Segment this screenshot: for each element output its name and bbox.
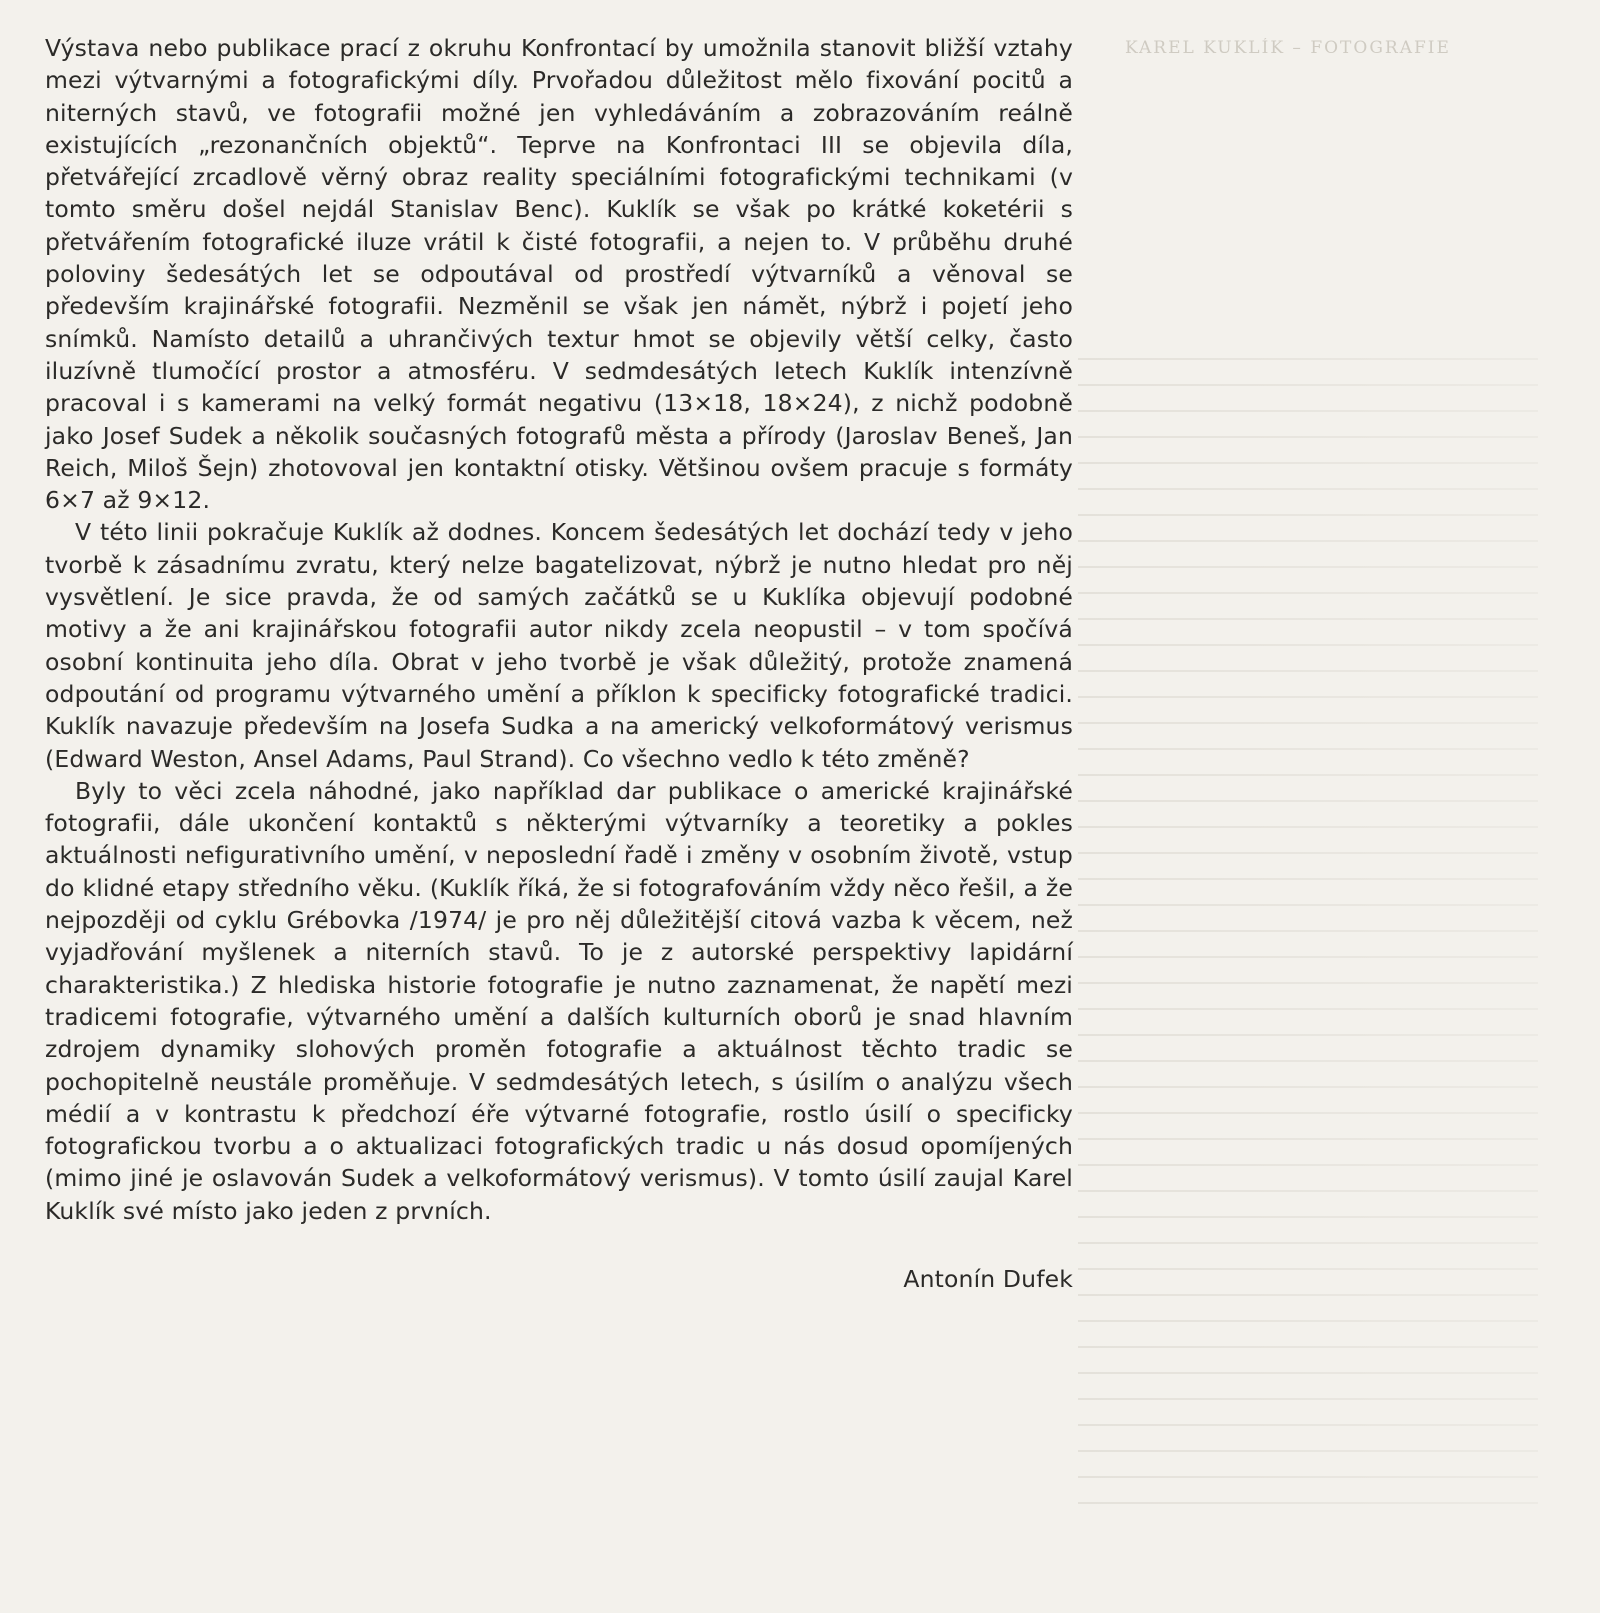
author-signature: Antonín Dufek (903, 1264, 1073, 1293)
paragraph-2: V této linii pokračuje Kuklík až dodnes. Koncem šedesátých let dochází tedy v jeho tvorbě k zásadnímu zvratu, který nelze bagatelizovat, nýbrž je nutno hledat pro něj vysvětlení. Je sice pravda, že od samých začátků se u Kuklíka objevují podobné motivy a že ani krajinářskou fotografii autor nikdy zcela neopustil – v tom spočívá osobní kontinuita jeho díla. Obrat v jeho tvorbě je však důležitý, protože znamená odpoutání od programu výtvarného umění a příklon k specificky fotografické tradici. Kuklík navazuje především na Josefa Sudka a na americký velkoformátový verismus (Edward Weston, Ansel Adams, Paul Strand). Co všechno vedlo k této změně? (45, 518, 1073, 773)
show-through-text (1078, 358, 1538, 1528)
article-body (45, 32, 1073, 1295)
show-through-header: KAREL KUKLÍK – FOTOGRAFIE (1125, 38, 1451, 58)
paragraph-3: Byly to věci zcela náhodné, jako například dar publikace o americké krajinářské fotografii, dále ukončení kontaktů s některými výtvarníky a teoretiky a pokles aktuálnosti nefigurativního umění, v neposlední řadě i změny v osobním životě, vstup do klidné etapy středního věku. (Kuklík říká, že si fotografováním vždy něco řešil, a že nejpozději od cyklu Grébovka /1974/ je pro něj důležitější citová vazba k věcem, než vyjadřování myšlenek a niterních stavů. To je z autorské perspektivy lapidární charakteristika.) Z hlediska historie fotografie je nutno zaznamenat, že napětí mezi tradicemi fotografie, výtvarného umění a dalších kulturních oborů je snad hlavním zdrojem dynamiky slohových proměn fotografie a aktuálnost těchto tradic se pochopitelně neustále proměňuje. V sedmdesátých letech, s úsilím o analýzu všech médií a v kontrastu k předchozí éře výtvarné fotografie, rostlo úsilí o specificky fotografickou tvorbu a o aktualizaci fotografických tradic u nás dosud opomíjených (mimo jiné je oslavován Sudek a velkoformátový verismus). V tomto úsilí zaujal Karel Kuklík své místo jako jeden z prvních. (45, 776, 1073, 1225)
paragraph-1: Výstava nebo publikace prací z okruhu Konfrontací by umožnila stanovit bližší vztahy mezi výtvarnými a fotografickými díly. Prvořadou důležitost mělo fixování pocitů a niterných stavů, ve fotografii možné jen vyhledáváním a zobrazováním reálně existujících „rezonančních objektů“. Teprve na Konfrontaci III se objevila díla, přetvářející zrcadlově věrný obraz reality speciálními fotografickými technikami (v tomto směru došel nejdál Stanislav Benc). Kuklík se však po krátké koketérii s přetvářením fotografické iluze vrátil k čisté fotografii, a nejen to. V průběhu druhé poloviny šedesátých let se odpoutával od prostředí výtvarníků a věnoval se především krajinářské fotografii. Nezměnil se však jen námět, nýbrž i pojetí jeho snímků. Namísto detailů a uhrančivých textur hmot se objevily větší celky, často iluzívně tlumočící prostor a atmosféru. V sedmdesátých letech Kuklík intenzívně pracoval i s kamerami na velký formát negativu (13×18, 18×24), z nichž podobně jako Josef Sudek a několik současných fotografů města a přírody (Jaroslav Beneš, Jan Reich, Miloš Šejn) zhotovoval jen kontaktní otisky. Většinou ovšem pracuje s formáty 6×7 až 9×12. (45, 34, 1073, 515)
